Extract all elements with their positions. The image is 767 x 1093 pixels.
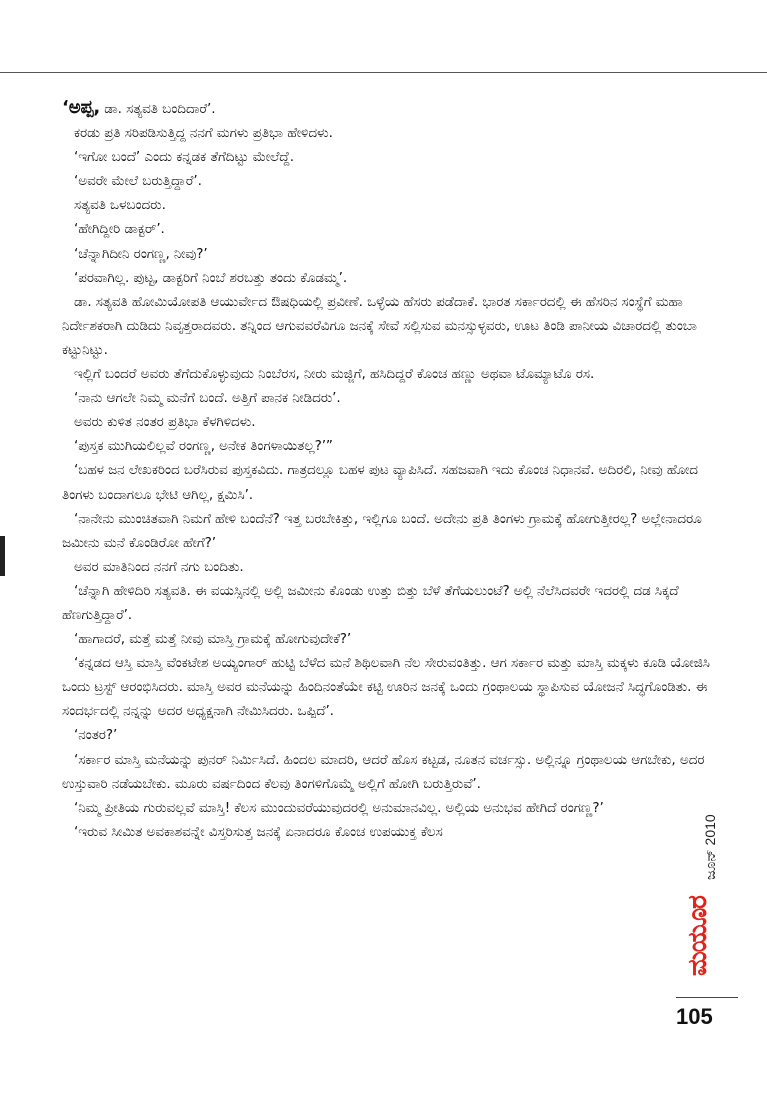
page-number: 105 <box>676 1004 713 1029</box>
paragraph: ‘ನಂತರ?’ <box>74 727 118 744</box>
footer-rule <box>676 997 738 998</box>
paragraph: ‘ಚೆನ್ನಾಗಿ ಹೇಳಿದಿರಿ ಸತ್ಯವತಿ. ಈ ವಯಸ್ಸಿನಲ್ಲಿ ಅಲ್ಲಿ ಜಮೀನು ಕೊಂಡು ಉತ್ತು ಬಿತ್ತು ಬೆಳೆ ತೆಗೆಯಲುಂಟೆ? ಅಲ್ಲಿ ನೆಲೆಸಿದವರೇ ಇದರಲ್ಲಿ ದಡ ಸಿಕ್ಕದೆ ಹೆಣಗುತ್ತಿದ್ದಾರೆ’. <box>62 582 679 623</box>
paragraph: ‘ಇಗೋ ಬಂದೆ’ ಎಂದು ಕನ್ನಡಕ ತೆಗೆದಿಟ್ಟು ಮೇಲೆದ್ದೆ. <box>74 149 294 166</box>
paragraph: ‘ನಿಮ್ಮ ಪ್ರೀತಿಯ ಗುರುವಲ್ಲವೆ ಮಾಸ್ತಿ! ಕೆಲಸ ಮುಂದುವರೆಯುವುದರಲ್ಲಿ ಅನುಮಾನವಿಲ್ಲ. ಅಲ್ಲಿಯ ಅನುಭವ ಹೇಗಿದೆ ರಂಗಣ್ಣ?’ <box>74 799 604 816</box>
paragraph: ‘ಹೇಗಿದ್ದೀರಿ ಡಾಕ್ಟರ್’. <box>74 221 165 238</box>
paragraph: ಇಲ್ಲಿಗೆ ಬಂದರೆ ಅವರು ತೆಗೆದುಕೊಳ್ಳುವುದು ನಿಂಬೆರಸ, ನೀರು ಮಜ್ಜಿಗೆ, ಹಸಿದಿದ್ದರೆ ಕೊಂಚ ಹಣ್ಣು ಅಥವಾ ಟೊಮ್ಯಾಟೊ ರಸ. <box>74 366 595 383</box>
paragraph: ‘ನಾನೇನು ಮುಂಚಿತವಾಗಿ ನಿಮಗೆ ಹೇಳಿ ಬಂದೆನೆ? ಇತ್ತ ಬರಬೇಕಿತ್ತು, ಇಲ್ಲಿಗೂ ಬಂದೆ. ಅದೇನು ಪ್ರತಿ ತಿಂಗಳು ಗ್ರಾಮಕ್ಕೆ ಹೋಗುತ್ತೀರಲ್ಲ? ಅಲ್ಲೇನಾದರೂ ಜಮೀನು ಮನೆ ಕೊಂಡಿರೋ ಹೇಗೆ?’ <box>62 510 702 551</box>
paragraph <box>62 96 714 121</box>
paragraph: ಕರಡು ಪ್ರತಿ ಸರಿಪಡಿಸುತ್ತಿದ್ದ ನನಗೆ ಮಗಳು ಪ್ರತಿಭಾ ಹೇಳಿದಳು. <box>74 125 333 142</box>
paragraph: ಡಾ. ಸತ್ಯವತಿ ಹೋಮಿಯೋಪತಿ ಆಯುರ್ವೇದ ಔಷಧಿಯಲ್ಲಿ ಪ್ರವೀಣೆ. ಒಳ್ಳೆಯ ಹೆಸರು ಪಡೆದಾಕೆ. ಭಾರತ ಸರ್ಕಾರದಲ್ಲಿ ಈ ಹೆಸರಿನ ಸಂಸ್ಥೆಗೆ ಮಹಾ ನಿರ್ದೇಶಕರಾಗಿ ದುಡಿದು ನಿವೃತ್ತರಾದವರು. ತನ್ನಿಂದ ಆಗುವವರೆವಿಗೂ ಜನಕ್ಕೆ ಸೇವೆ ಸಲ್ಲಿಸುವ ಮನಸ್ಸುಳ್ಳವರು, ಊಟ ತಿಂಡಿ ಪಾನೀಯ ವಿಚಾರದಲ್ಲಿ ತುಂಬಾ ಕಟ್ಟುನಿಟ್ಟು. <box>62 293 697 358</box>
paragraph: ಅವರು ಕುಳಿತ ನಂತರ ಪ್ರತಿಭಾ ಕೆಳಗಿಳಿದಳು. <box>74 414 256 431</box>
paragraph: ‘ಸರ್ಕಾರ ಮಾಸ್ತಿ ಮನೆಯನ್ನು ಪುನರ್ ನಿರ್ಮಿಸಿದೆ. ಹಿಂದಲ ಮಾದರಿ, ಆದರೆ ಹೊಸ ಕಟ್ಟಡ, ನೂತನ ವರ್ಚಸ್ಸು. ಅಲ್ಲಿನ್ನೂ ಗ್ರಂಥಾಲಯ ಆಗಬೇಕು, ಅದರ ಉಸ್ತುವಾರಿ ನಡೆಯಬೇಕು. ಮೂರು ವರ್ಷದಿಂದ ಕೆಲವು ತಿಂಗಳಿಗೊಮ್ಮೆ ಅಲ್ಲಿಗೆ ಹೋಗಿ ಬರುತ್ತಿರುವೆ’. <box>62 751 705 792</box>
paragraph: ‘ನಾನು ಆಗಲೇ ನಿಮ್ಮ ಮನೆಗೆ ಬಂದೆ. ಅತ್ತಿಗೆ ಪಾನಕ ನೀಡಿದರು’. <box>74 390 341 407</box>
paragraph: ‘ಚೆನ್ನಾಗಿದೀನಿ ರಂಗಣ್ಣ, ನೀವು?’ <box>74 245 208 262</box>
magazine-logo: ಮಯೂರ <box>683 896 713 976</box>
paragraph-text: ಡಾ. ಸತ್ಯವತಿ ಬಂದಿದಾರೆ’. <box>100 101 216 117</box>
paragraph: ‘ಇರುವ ಸೀಮಿತ ಅವಕಾಶವನ್ನೇ ವಿಸ್ತರಿಸುತ್ತ ಜನಕ್ಕೆ ಏನಾದರೂ ಕೊಂಚ ಉಪಯುಕ್ತ ಕೆಲಸ <box>74 823 443 840</box>
paragraph: ‘ಕನ್ನಡದ ಆಸ್ತಿ ಮಾಸ್ತಿ ವೆಂಕಟೇಶ ಅಯ್ಯಂಗಾರ್ ಹುಟ್ಟಿ ಬೆಳೆದ ಮನೆ ಶಿಥಿಲವಾಗಿ ನೆಲ ಸೇರುವಂತಿತ್ತು. ಆಗ ಸರ್ಕಾರ ಮತ್ತು ಮಾಸ್ತಿ ಮಕ್ಕಳು ಕೂಡಿ ಯೋಜಿಸಿ ಒಂದು ಟ್ರಸ್ಟ್ ಆರಂಭಿಸಿದರು. ಮಾಸ್ತಿ ಅವರ ಮನೆಯನ್ನು ಹಿಂದಿನಂತೆಯೇ ಕಟ್ಟಿ ಊರಿನ ಜನಕ್ಕೆ ಒಂದು ಗ್ರಂಥಾಲಯ ಸ್ಥಾಪಿಸುವ ಯೋಜನೆ ಸಿದ್ಧಗೊಂಡಿತು. ಈ ಸಂದರ್ಭದಲ್ಲಿ ನನ್ನನ್ನು ಅದರ ಅಧ್ಯಕ್ಷನಾಗಿ ನೇಮಿಸಿದರು. ಒಪ್ಪಿದೆ’. <box>62 655 710 720</box>
paragraph: ‘ಅವರೇ ಮೇಲೆ ಬರುತ್ತಿದ್ದಾರೆ’. <box>74 173 202 190</box>
paragraph: ಅವರ ಮಾತಿನಿಂದ ನನಗೆ ನಗು ಬಂದಿತು. <box>74 558 244 575</box>
binding-edge-mark <box>0 536 5 576</box>
issue-date: ಜೂನ್ 2010 <box>702 814 718 880</box>
paragraph: ‘ಬಹಳ ಜನ ಲೇಖಕರಿಂದ ಬರೆಸಿರುವ ಪುಸ್ತಕವಿದು. ಗಾತ್ರದಲ್ಲೂ ಬಹಳ ಪುಟ ವ್ಯಾಪಿಸಿದೆ. ಸಹಜವಾಗಿ ಇದು ಕೊಂಚ ನಿಧಾನವೆ. ಅದಿರಲಿ, ನೀವು ಹೋದ ತಿಂಗಳು ಬಂದಾಗಲೂ ಭೇಟಿ ಆಗಿಲ್ಲ, ಕ್ಷಮಿಸಿ’. <box>62 462 698 503</box>
paragraph: ‘ಹಾಗಾದರೆ, ಮತ್ತೆ ಮತ್ತೆ ನೀವು ಮಾಸ್ತಿ ಗ್ರಾಮಕ್ಕೆ ಹೋಗುವುದೇಕೆ?’ <box>74 631 352 648</box>
header-rule <box>0 72 767 73</box>
paragraph: ‘ಪರವಾಗಿಲ್ಲ. ಪುಟ್ಟ, ಡಾಕ್ಟರಿಗೆ ನಿಂಬೆ ಶರಬತ್ತು ತಂದು ಕೊಡಮ್ಮ’. <box>74 269 348 286</box>
article-body <box>62 96 714 844</box>
paragraph-lead: ‘ಅಪ್ಪ, <box>62 97 101 118</box>
paragraph: ‘ಪುಸ್ತಕ ಮುಗಿಯಲಿಲ್ಲವೆ ರಂಗಣ್ಣ, ಅನೇಕ ತಿಂಗಳಾಯಿತಲ್ಲ?’” <box>74 438 333 455</box>
paragraph: ಸತ್ಯವತಿ ಒಳಬಂದರು. <box>74 197 166 214</box>
